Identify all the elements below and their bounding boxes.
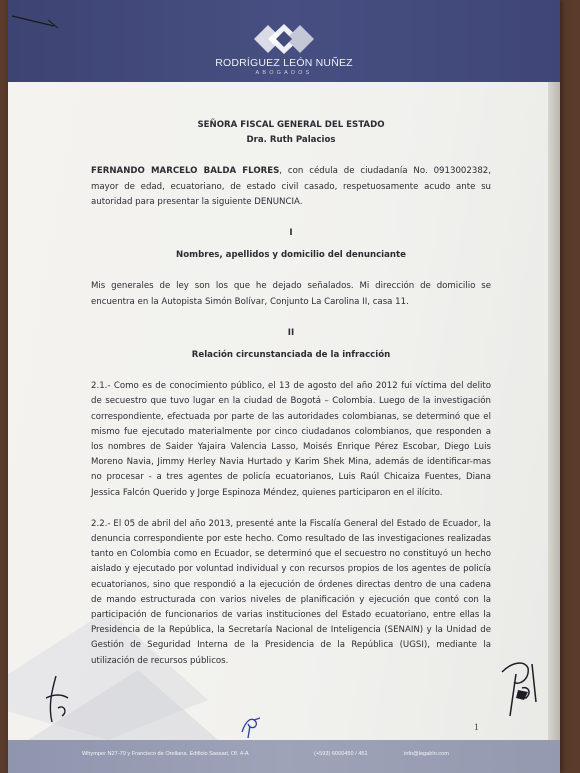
paragraph-2-2: 2.2.- El 05 de abril del año 2013, presenté ante la Fiscalía General del Estado de Ecuador, la denuncia correspondiente por este hecho. Como resultado de las investigaciones realizadas tanto en Colombia como en Ecuador, se determinó que el secuestro no constituyó un hecho aislado y ejecutado por voluntad individual y con recursos propios de los agentes de policía ecuatorianos, sino que respondió a la ejecución de órdenes directas dentro de una cadena de mando estructurada con varios niveles de planificación y ejecución que contó con la participación de funcionarios de varias instituciones del Estado ecuatoriano, entre ellas la Presidencia de la República, la Secretaría Nacional de Inteligencia (SENAIN) y la Unidad de Gestión de Seguridad Interna de la Presidencia de la República (UGSI), mediante la utilización de recursos públicos. xyxy=(91,518,491,666)
section-title-2: Relación circunstanciada de la infracción xyxy=(191,350,391,361)
intro-paragraph xyxy=(91,164,491,210)
footer-email: info@legalrln.com xyxy=(404,751,449,757)
letterhead-band xyxy=(8,0,560,82)
page-edge xyxy=(548,0,560,773)
paragraph-2-1: 2.1.- Como es de conocimiento público, el 13 de agosto del año 2012 fui víctima del delito de secuestro que tuvo lugar en la ciudad de Bogotá – Colombia. Luego de la investigación correspondiente, efectuada por parte de las autoridades colombianas, se determinó que el mismo fue ejecutado materialmente por cinco ciudadanos colombianos, que responden a los nombres de Saider Yajaira Valencia Lasso, Moisés Enrique Pérez Escobar, Diego Luis Moreno Navia, Jimmy Herley Navia Hurtado y Karim Shek Mina, además de identificar-mas no procesar - a tres agentes de policía ecuatorianos, Luis Raúl Chicaiza Fuentes, Diana Jessica Falcón Querido y Jorge Espinoza Méndez, quienes participaron en el ilícito. xyxy=(91,381,491,498)
section-number-1: I xyxy=(289,228,293,239)
page-number: 1 xyxy=(474,722,479,732)
document-page xyxy=(8,0,560,773)
addressee-title: SEÑORA FISCAL GENERAL DEL ESTADO xyxy=(197,120,385,130)
addressee-name: Dra. Ruth Palacios xyxy=(246,135,336,146)
diamond-logo-icon xyxy=(234,22,334,56)
intro-text: , con cédula de ciudadanía No. 0913002382, mayor de edad, ecuatoriano, de estado civil casado, respetuosamente acudo ante su autoridad para presentar la siguiente DENUNCIA. xyxy=(91,166,491,207)
pen-scribble-mark xyxy=(8,6,68,36)
complainant-name: FERNANDO MARCELO BALDA FLORES xyxy=(91,166,280,177)
section-text-1: Mis generales de ley son los que he dejado señalados. Mi dirección de domicilio se encuentra en la Autopista Simón Bolívar, Conjunto La Carolina II, casa 11. xyxy=(91,281,491,307)
brand-subtitle: ABOGADOS xyxy=(255,70,313,76)
letter-body xyxy=(91,118,491,669)
initials-signature-left xyxy=(38,668,78,728)
brand-name: RODRÍGUEZ LEÓN NUÑEZ xyxy=(215,57,353,69)
footer-address: Whymper N27-70 y Francisco de Orellana. Edificio Sassari, Of. 4-A xyxy=(82,751,249,757)
section-number-2: II xyxy=(287,327,295,338)
footer-band xyxy=(8,740,560,773)
footer-phone: (+593) 6000450 / 451 xyxy=(314,751,368,757)
section-title-1: Nombres, apellidos y domicilio del denunciante xyxy=(176,250,406,261)
initials-signature-right xyxy=(492,652,542,722)
initials-signature-bottom xyxy=(236,712,266,740)
